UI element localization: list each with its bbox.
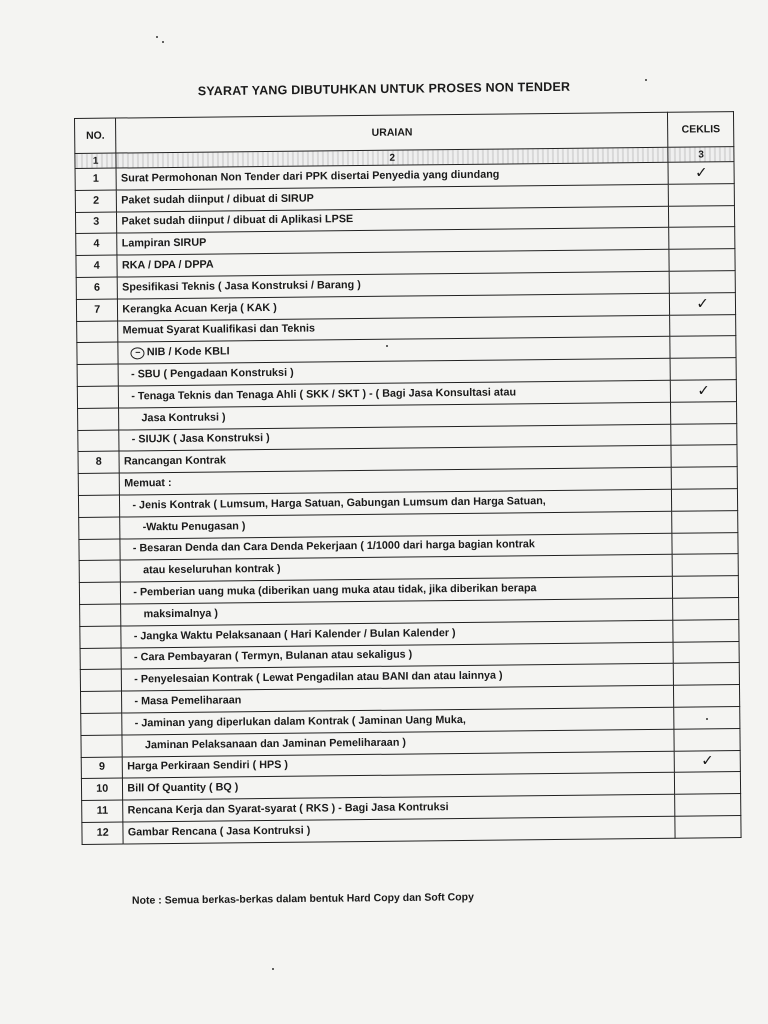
ceklis-cell — [674, 728, 740, 750]
checkmark-icon: ✓ — [671, 380, 737, 402]
row-number: 12 — [82, 822, 124, 844]
column-header-uraian: URAIAN — [116, 112, 668, 153]
row-text: maksimalnya ) — [143, 607, 219, 621]
checkmark-icon: ✓ — [670, 292, 736, 314]
row-number — [79, 517, 121, 539]
row-text: - Masa Pemeliharaan — [134, 694, 242, 708]
row-number — [77, 321, 119, 343]
scan-speck — [645, 79, 647, 81]
ceklis-cell — [674, 685, 740, 707]
requirements-table — [74, 111, 742, 845]
row-number — [78, 408, 120, 430]
row-number — [81, 735, 123, 757]
column-header-ceklis: CEKLIS — [668, 112, 734, 148]
row-text: NIB / Kode KBLI — [146, 345, 230, 359]
ceklis-cell — [675, 772, 741, 794]
row-text: - Jangka Waktu Pelaksanaan ( Hari Kalender / Bulan Kalender ) — [133, 626, 456, 643]
row-number: 6 — [76, 277, 118, 299]
ceklis-cell — [671, 445, 737, 467]
page-title: SYARAT YANG DIBUTUHKAN UNTUK PROSES NON TENDER — [197, 79, 571, 99]
scan-speck — [706, 718, 708, 720]
scan-speck — [386, 345, 388, 347]
row-number: 7 — [76, 299, 118, 321]
row-text: Surat Permohonan Non Tender dari PPK disertai Penyedia yang diundang — [120, 168, 500, 185]
ceklis-cell — [672, 554, 738, 576]
row-text: atau keseluruhan kontrak ) — [143, 563, 281, 577]
checkmark-icon: ✓ — [668, 162, 734, 184]
ceklis-cell — [669, 227, 735, 249]
row-text: Paket sudah diinput / dibuat di SIRUP — [121, 192, 314, 207]
checkmark-icon: ✓ — [675, 750, 741, 772]
column-number-uraian: 2 — [116, 147, 668, 168]
ceklis-cell — [671, 401, 737, 423]
ceklis-cell — [672, 532, 738, 554]
row-number — [80, 669, 122, 691]
ceklis-cell — [672, 489, 738, 511]
row-text: Kerangka Acuan Kerja ( KAK ) — [122, 301, 277, 316]
row-number — [79, 582, 121, 604]
row-text: Spesifikasi Teknis ( Jasa Konstruksi / Barang ) — [122, 278, 361, 294]
row-text: - Besaran Denda dan Cara Denda Pekerjaan ( 1/1000 dari harga bagian kontrak — [132, 538, 535, 555]
row-number — [80, 626, 122, 648]
row-number: 2 — [75, 190, 117, 212]
scan-speck — [272, 968, 274, 970]
footnote: Note : Semua berkas-berkas dalam bentuk Hard Copy dan Soft Copy — [131, 891, 474, 907]
circled-minus-icon: − — [131, 348, 145, 360]
ceklis-cell — [673, 641, 739, 663]
row-text: Memuat : — [124, 477, 172, 490]
row-number: 8 — [78, 451, 120, 473]
row-number — [79, 560, 121, 582]
ceklis-cell — [670, 314, 736, 336]
row-text: - Jaminan yang diperlukan dalam Kontrak ( Jaminan Uang Muka, — [134, 713, 466, 730]
ceklis-cell — [672, 510, 738, 532]
row-text: Gambar Rencana ( Jasa Kontruksi ) — [127, 824, 311, 839]
row-text: - Cara Pembayaran ( Termyn, Bulanan atau sekaligus ) — [133, 648, 413, 664]
column-number-no: 1 — [75, 153, 117, 168]
row-text: Rancangan Kontrak — [123, 454, 227, 468]
row-number — [78, 473, 120, 495]
ceklis-cell — [670, 358, 736, 380]
row-text: - SIUJK ( Jasa Konstruksi ) — [131, 432, 270, 446]
ceklis-cell — [669, 249, 735, 271]
row-number — [78, 495, 120, 517]
ceklis-cell — [670, 336, 736, 358]
row-number — [80, 604, 122, 626]
row-text: Jaminan Pelaksanaan dan Jaminan Pemeliharaan ) — [144, 736, 407, 751]
row-number — [79, 539, 121, 561]
row-description — [123, 816, 675, 844]
row-number: 10 — [81, 778, 123, 800]
row-number: 9 — [81, 757, 123, 779]
ceklis-cell — [673, 576, 739, 598]
row-number: 3 — [75, 212, 117, 234]
row-text: Lampiran SIRUP — [121, 236, 207, 250]
row-text: Rencana Kerja dan Syarat-syarat ( RKS ) - Bagi Jasa Kontruksi — [127, 801, 449, 817]
requirements-table-wrapper — [74, 111, 742, 845]
column-header-no: NO. — [75, 118, 117, 153]
row-number — [77, 364, 119, 386]
row-text: RKA / DPA / DPPA — [121, 258, 214, 272]
ceklis-cell — [673, 619, 739, 641]
row-number — [81, 691, 123, 713]
row-number — [77, 386, 119, 408]
ceklis-cell — [674, 663, 740, 685]
row-text: -Waktu Penugasan ) — [142, 519, 246, 533]
row-text: - SBU ( Pengadaan Konstruksi ) — [131, 366, 294, 381]
ceklis-cell — [669, 205, 735, 227]
ceklis-cell — [671, 423, 737, 445]
row-number: 1 — [75, 168, 117, 190]
row-text: Memuat Syarat Kualifikasi dan Teknis — [122, 322, 316, 337]
row-text: - Penyelesaian Kontrak ( Lewat Pengadilan atau BANI dan atau lainnya ) — [134, 669, 503, 686]
row-text: - Tenaga Teknis dan Tenaga Ahli ( SKK / SKT ) - ( Bagi Jasa Konsultasi atau — [131, 386, 517, 403]
row-text: Bill Of Quantity ( BQ ) — [127, 781, 239, 795]
row-text: Harga Perkiraan Sendiri ( HPS ) — [127, 759, 289, 773]
row-text: - Pemberian uang muka (diberikan uang muka atau tidak, jika diberikan berapa — [133, 582, 537, 599]
column-number-ceklis: 3 — [668, 147, 734, 163]
row-number: 4 — [76, 255, 118, 277]
ceklis-cell — [675, 815, 741, 837]
ceklis-cell — [675, 794, 741, 816]
ceklis-cell — [669, 183, 735, 205]
row-number — [80, 648, 122, 670]
ceklis-cell — [670, 271, 736, 293]
row-number: 4 — [76, 233, 118, 255]
row-text: - Jenis Kontrak ( Lumsum, Harga Satuan, Gabungan Lumsum dan Harga Satuan, — [132, 494, 546, 512]
ceklis-cell — [672, 467, 738, 489]
row-number — [77, 342, 119, 364]
scan-speck — [162, 41, 164, 43]
row-text: Paket sudah diinput / dibuat di Aplikasi LPSE — [121, 213, 354, 228]
row-text: Jasa Kontruksi ) — [141, 411, 226, 424]
ceklis-cell — [673, 598, 739, 620]
row-number — [78, 430, 120, 452]
scan-speck — [156, 36, 158, 38]
row-number — [81, 713, 123, 735]
row-number: 11 — [82, 800, 124, 822]
